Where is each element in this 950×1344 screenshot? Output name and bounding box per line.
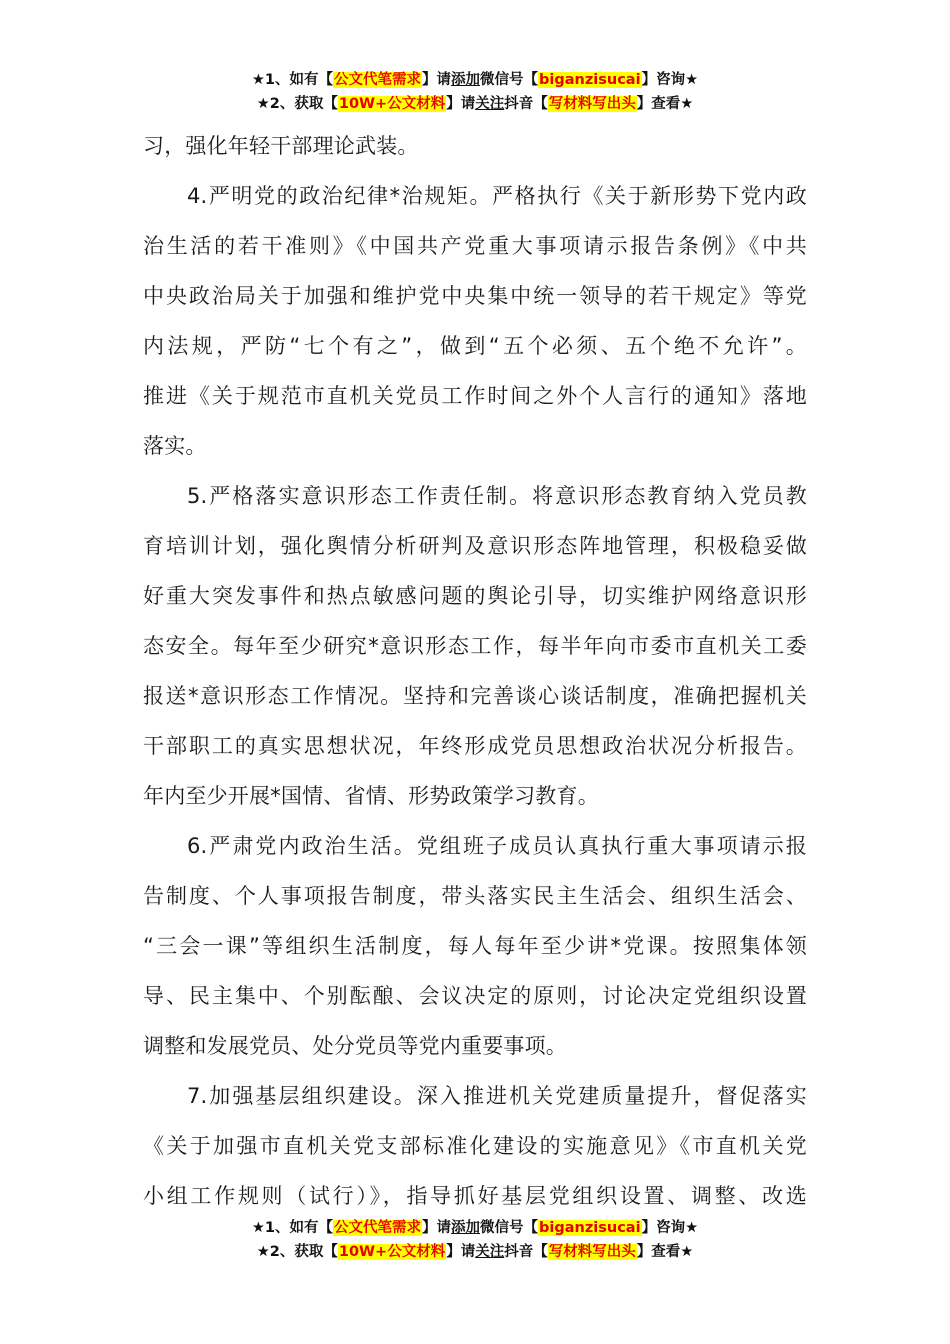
promo-highlight: 10W+公文材料 [338, 96, 446, 112]
body-line: 推进《关于规范市直机关党员工作时间之外个人言行的通知》落地 [143, 384, 807, 408]
body-line: 好重大突发事件和热点敏感问题的舆论引导，切实维护网络意识形 [143, 584, 807, 608]
body-line: 内法规，严防“七个有之”，做到“五个必须、五个绝不允许”。 [143, 334, 807, 358]
promo-line-1 [0, 68, 950, 92]
body-line: 干部职工的真实思想状况，年终形成党员思想政治状况分析报告。 [143, 734, 807, 758]
promo-emphasis: 关注 [475, 1244, 505, 1260]
promo-text: 】咨询★ [641, 72, 699, 88]
promo-text: 抖音【 [504, 1244, 548, 1260]
promo-emphasis: 关注 [475, 96, 505, 112]
promo-line-1 [0, 1216, 950, 1240]
promo-line-2 [0, 92, 950, 116]
promo-douyin-account: 写材料写出头 [548, 96, 636, 112]
promo-emphasis: 添加 [451, 72, 481, 88]
promo-text: 微信号【 [480, 1220, 539, 1236]
promo-text: 】请 [422, 1220, 452, 1236]
promo-highlight: 公文代笔需求 [334, 1220, 422, 1236]
promo-text: ★2、获取【 [256, 1244, 338, 1260]
promo-text: 抖音【 [504, 96, 548, 112]
body-line: 6.严肃党内政治生活。党组班子成员认真执行重大事项请示报 [187, 834, 807, 858]
promo-text: ★1、如有【 [251, 72, 334, 88]
promo-text: 微信号【 [480, 72, 539, 88]
body-line: 态安全。每年至少研究*意识形态工作，每半年向市委市直机关工委 [143, 634, 807, 658]
promo-text: ★1、如有【 [251, 1220, 334, 1236]
promo-text: 】请 [446, 1244, 476, 1260]
body-line: 报送*意识形态工作情况。坚持和完善谈心谈话制度，准确把握机关 [143, 684, 807, 708]
document-body [143, 121, 807, 1221]
body-line: 习，强化年轻干部理论武装。 [143, 134, 419, 158]
body-line: 小组工作规则（试行）》，指导抓好基层党组织设置、调整、改选 [143, 1184, 807, 1208]
body-line: 告制度、个人事项报告制度，带头落实民主生活会、组织生活会、 [143, 884, 807, 908]
promo-text: 】咨询★ [641, 1220, 699, 1236]
body-line: 5.严格落实意识形态工作责任制。将意识形态教育纳入党员教 [187, 484, 807, 508]
promo-line-2 [0, 1240, 950, 1264]
body-line: 治生活的若干准则》《中国共产党重大事项请示报告条例》《中共 [143, 234, 807, 258]
body-line: 年内至少开展*国情、省情、形势政策学习教育。 [143, 784, 599, 808]
promo-wechat-id: biganzisucai [539, 72, 641, 88]
promo-text: 】查看★ [636, 96, 694, 112]
header-promo-banner [0, 68, 950, 116]
body-line: 育培训计划，强化舆情分析研判及意识形态阵地管理，积极稳妥做 [143, 534, 807, 558]
promo-highlight: 10W+公文材料 [338, 1244, 446, 1260]
body-line: 《关于加强市直机关党支部标准化建设的实施意见》《市直机关党 [143, 1134, 807, 1158]
promo-text: 】请 [422, 72, 452, 88]
promo-text: 】请 [446, 96, 476, 112]
footer-promo-banner [0, 1216, 950, 1264]
promo-highlight: 公文代笔需求 [334, 72, 422, 88]
body-line: 落实。 [143, 434, 207, 458]
body-line: 4.严明党的政治纪律*治规矩。严格执行《关于新形势下党内政 [187, 184, 807, 208]
promo-text: ★2、获取【 [256, 96, 338, 112]
promo-emphasis: 添加 [451, 1220, 481, 1236]
promo-wechat-id: biganzisucai [539, 1220, 641, 1236]
promo-douyin-account: 写材料写出头 [548, 1244, 636, 1260]
body-line: “三会一课”等组织生活制度，每人每年至少讲*党课。按照集体领 [143, 934, 807, 958]
body-line: 7.加强基层组织建设。深入推进机关党建质量提升，督促落实 [187, 1084, 807, 1108]
body-line: 调整和发展党员、处分党员等党内重要事项。 [143, 1034, 567, 1058]
body-line: 导、民主集中、个别酝酿、会议决定的原则，讨论决定党组织设置 [143, 984, 807, 1008]
promo-text: 】查看★ [636, 1244, 694, 1260]
body-line: 中央政治局关于加强和维护党中央集中统一领导的若干规定》等党 [143, 284, 807, 308]
